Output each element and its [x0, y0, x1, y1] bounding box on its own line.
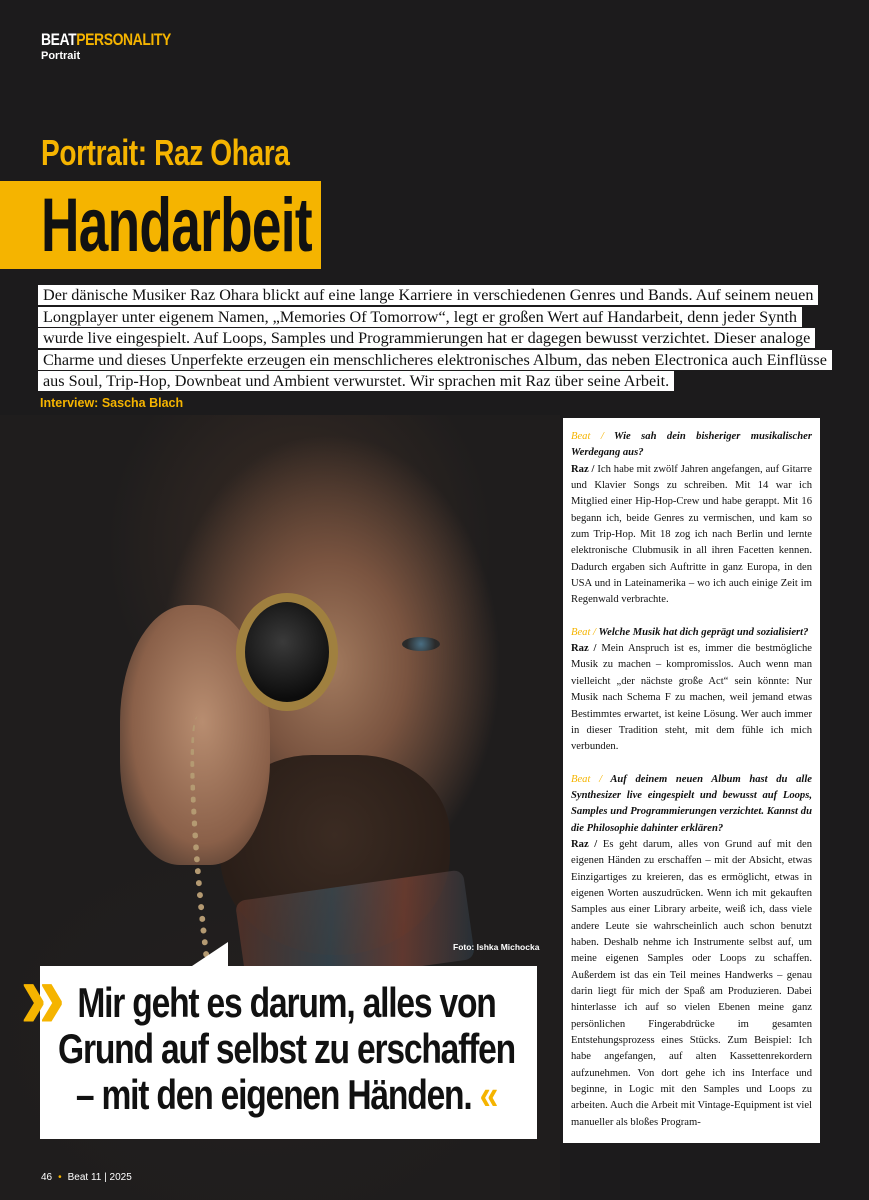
- interview-answer: [571, 837, 812, 1131]
- speaker-beat: Beat /: [571, 431, 604, 442]
- pullquote-text: [56, 980, 516, 1118]
- answer-text: Mein Anspruch ist es, immer die bestmögliche Musik zu machen – kompromisslos. Auch wenn man vielleicht „der nächste große Act“ sein könnte: Nur Musik nach Schema F zu machen, weil jemand etwas Bestimmtes erwartet, ist keine Lösung. Wer auch immer in dieser Tradition steht, mit dem fühle ich mich verbunden.: [571, 643, 812, 753]
- brand-beat: BEAT: [41, 30, 77, 49]
- quote-close-mark: «: [479, 1071, 498, 1118]
- interview-question: [571, 429, 812, 462]
- quote-open-mark: »: [20, 942, 66, 1049]
- question-text: Auf deinem neuen Album hast du alle Synthesizer live eingespielt und bewusst auf Loops, Samples und Programmierungen verzichtet. Kannst du die Philosophie dahinter erklären?: [571, 773, 812, 834]
- section-label: Portrait: [41, 50, 81, 62]
- photo-eye: [402, 637, 440, 651]
- issue-label: Beat 11 | 2025: [67, 1172, 132, 1183]
- magazine-brand: [41, 30, 171, 50]
- pullquote-tip: [192, 942, 228, 966]
- page-number: 46: [41, 1172, 53, 1183]
- interview-question: [571, 625, 812, 641]
- interview-answer: [571, 462, 812, 609]
- speaker-raz: Raz /: [571, 838, 598, 850]
- article-intro: [38, 285, 828, 393]
- speaker-raz: Raz /: [571, 643, 597, 655]
- question-text: Welche Musik hat dich geprägt und sozialisiert?: [598, 626, 809, 638]
- page-footer: [41, 1172, 132, 1183]
- article-byline: Interview: Sascha Blach: [40, 396, 184, 410]
- photo-monocle: [236, 593, 338, 711]
- speaker-beat: Beat /: [571, 773, 603, 785]
- photo-credit: Foto: Ishka Michocka: [453, 942, 540, 952]
- pullquote-line: [57, 1072, 517, 1118]
- question-text: Wie sah dein bisheriger musikalischer Werdegang aus?: [571, 431, 812, 459]
- article-title: Handarbeit: [41, 183, 312, 268]
- brand-personality: PERSONALITY: [76, 30, 171, 49]
- pullquote-line: [57, 1026, 517, 1072]
- interview-answer: [571, 641, 812, 755]
- spacer: [571, 756, 812, 772]
- interview-question: [571, 772, 812, 837]
- pullquote-line: Mir geht es darum, alles von: [77, 979, 496, 1026]
- article-kicker: Portrait: Raz Ohara: [41, 132, 290, 173]
- answer-text: Es geht darum, alles von Grund auf mit den eigenen Händen zu erschaffen – mit der Absicht, etwas Einzigartiges zu kreieren, das es ermöglicht, etwas in eigenen Worten auszudrücken. Wenn ich mit gekauften Samples aus einer Library arbeite, weiß ich, dass viele andere Leute sie wahrscheinlich auch schon benutzt haben. Deshalb nehme ich Instrumente selbst auf, um meine eigenen Samples oder Loops zu schaffen. Außerdem ist das ein Teil meines Handwerks – genau darin liegt für mich der Spaß am Produzieren. Dabei hinterlasse ich auf so vielen Ebenen meine ganz persönlichen Fingerabdrücke im gesamten Entstehungsprozess eines Stücks. Zum Beispiel: Ich habe angefangen, auf alten Kassettenrekordern aufzunehmen. Von dort gehe ich ins Interface und beginne, in Logic mit den Samples und Loops zu arbeiten. Auch die Arbeit mit Vintage-Equipment ist viel manueller als bloßes Program-: [571, 838, 812, 1128]
- pullquote-line-text: Grund auf selbst zu erschaffen: [58, 1025, 515, 1072]
- speaker-beat: Beat /: [571, 626, 597, 638]
- speaker-raz: Raz /: [571, 463, 595, 475]
- answer-text: Ich habe mit zwölf Jahren angefangen, auf Gitarre und Klavier Songs zu schreiben. Mit 14 war ich Mitglied einer Hip-Hop-Crew und habe gerappt. Mit 16 begann ich, beide Genres zu vermischen, und kam so zum Trip-Hop. Mit 18 zog ich nach Berlin und lernte elektronische Clubmusik in all ihren Facetten kennen. Dadurch ergaben sich Auftritte in ganz Europa, in den USA und in Lateinamerika – wo ich auch einige Zeit im Regenwald verbrachte.: [571, 463, 812, 606]
- interview-column: [563, 418, 820, 1143]
- intro-text: Der dänische Musiker Raz Ohara blickt auf eine lange Karriere in verschiedenen Genres und Bands. Auf seinem neuen Longplayer unter eigenem Namen, „Memories Of Tomorrow“, legt er großen Wert auf Handarbeit, denn jeder Synth wurde live eingespielt. Auf Loops, Samples und Programmierungen hat er dagegen bewusst verzichtet. Dieser analoge Charme und dieses Unperfekte erzeugen ein menschlicheres elektronisches Album, das neben Electronica auch Einflüsse aus Soul, Trip-Hop, Downbeat und Ambient verwurstet. Wir sprachen mit Raz über seine Arbeit.: [38, 285, 832, 391]
- footer-bullet: •: [58, 1172, 62, 1183]
- spacer: [571, 609, 812, 625]
- pullquote-line-text: – mit den eigenen Händen.: [75, 1071, 472, 1118]
